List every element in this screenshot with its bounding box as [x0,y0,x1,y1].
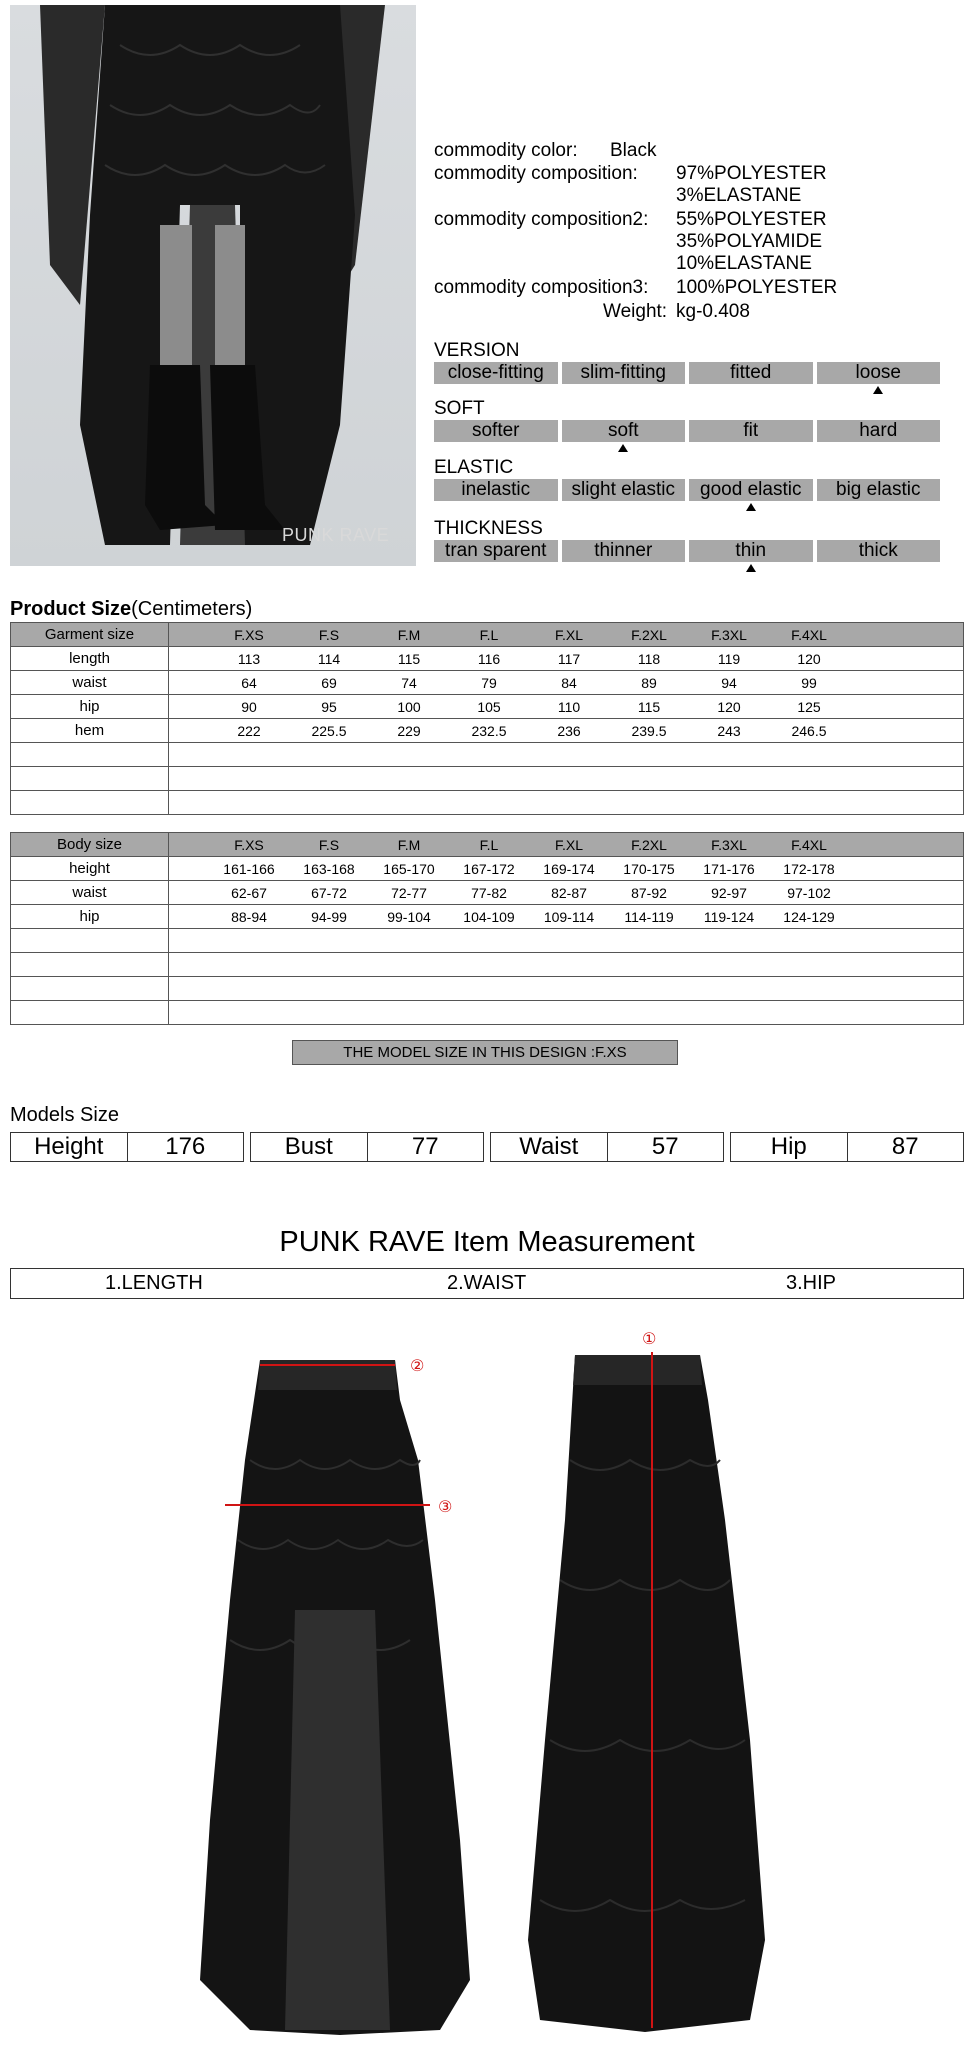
size-header-cell: F.L [479,836,499,853]
table-cell: 119 [717,650,741,667]
table-cell: 109-114 [543,908,595,925]
table-row [11,719,964,743]
soft-options [434,420,940,442]
elastic-option-good: good elastic [689,479,813,501]
table-cell: 62-67 [231,884,267,901]
table-cell: 120 [797,650,821,667]
color-label: commodity color: [434,140,578,161]
hip-marker-3: ③ [438,1497,453,1516]
table-cell: 94-99 [311,908,347,925]
soft-option-softer: softer [434,420,558,442]
size-header-cell: F.M [397,626,421,643]
weight-value: kg-0.408 [676,301,750,322]
model-hip-cell [730,1132,964,1162]
size-header-cell: F.2XL [631,626,667,643]
measurement-legend [10,1268,964,1299]
body-size-header: Body size [11,833,169,857]
model-waist-label: Waist [491,1133,608,1161]
elastic-title: ELASTIC [434,457,514,478]
table-cell: 110 [557,698,581,715]
row-label: waist [11,881,169,905]
thickness-option-transparent: tran sparent [434,540,558,562]
size-header-cell: F.3XL [711,626,747,643]
version-option-loose: loose [817,362,941,384]
model-hip-label: Hip [731,1133,848,1161]
table-cell: 113 [237,650,261,667]
composition3-value: 100%POLYESTER [676,277,838,298]
models-size-row [10,1132,964,1162]
table-cell: 222 [237,722,261,739]
table-cell: 236 [557,722,581,739]
thickness-option-thinner: thinner [562,540,686,562]
model-waist-cell [490,1132,724,1162]
table-cell: 114-119 [624,908,674,925]
table-cell: 115 [637,698,661,715]
table-cell: 105 [477,698,501,715]
version-options [434,362,940,384]
table-cell: 229 [397,722,421,739]
table-cell: 119-124 [703,908,755,925]
table-cell: 246.5 [791,722,827,739]
row-label: hip [11,905,169,929]
weight-label: Weight: [603,301,668,322]
table-cell: 225.5 [311,722,347,739]
table-row [11,857,964,881]
row-label: hem [11,719,169,743]
thickness-option-thin: thin [689,540,813,562]
table-cell: 90 [241,698,257,715]
row-label: height [11,857,169,881]
table-cell: 84 [561,674,577,691]
table-cell: 79 [481,674,497,691]
table-cell: 82-87 [551,884,587,901]
table-cell: 67-72 [311,884,347,901]
table-cell: 114 [317,650,341,667]
version-option-close-fitting: close-fitting [434,362,558,384]
table-cell: 87-92 [631,884,667,901]
elastic-option-big: big elastic [817,479,941,501]
table-cell: 94 [721,674,737,691]
product-size-unit: (Centimeters) [131,598,253,620]
table-cell: 99 [801,674,817,691]
soft-option-soft: soft [562,420,686,442]
table-row [11,881,964,905]
model-hip-value: 87 [891,1133,919,1160]
size-header-cell: F.3XL [711,836,747,853]
elastic-selected-marker [746,503,756,511]
measurement-hip-label: 3.HIP [786,1272,837,1294]
empty-row [11,1001,964,1025]
product-size-title [10,598,252,621]
table-cell: 171-176 [703,860,755,877]
version-option-fitted: fitted [689,362,813,384]
elastic-options [434,479,940,501]
table-cell: 64 [241,674,257,691]
product-size-heading: Product Size [10,598,132,620]
color-value: Black [610,140,657,161]
thickness-selected-marker [746,564,756,572]
table-cell: 92-97 [711,884,747,901]
row-label: length [11,647,169,671]
size-header-cell: F.XL [554,836,583,853]
table-cell: 95 [321,698,337,715]
model-bust-cell [250,1132,484,1162]
table-cell: 77-82 [471,884,507,901]
table-cell: 74 [401,674,417,691]
table-cell: 170-175 [623,860,675,877]
size-header-cell: F.S [318,626,340,643]
composition2-value-2: 35%POLYAMIDE [676,231,823,252]
table-cell: 125 [797,698,821,715]
row-label: hip [11,695,169,719]
skirt-back-image [520,1320,780,2040]
empty-row [11,743,964,767]
models-size-title: Models Size [10,1104,119,1126]
elastic-option-inelastic: inelastic [434,479,558,501]
body-size-table [10,832,964,1025]
table-cell: 163-168 [303,860,355,877]
measurement-length-label: 1.LENGTH [105,1272,203,1294]
table-cell: 89 [641,674,657,691]
model-height-label: Height [11,1133,128,1161]
composition2-value-3: 10%ELASTANE [676,253,812,274]
version-title: VERSION [434,340,520,361]
size-header-cell: F.XL [554,626,583,643]
size-header-cell: F.2XL [631,836,667,853]
composition2-label: commodity composition2: [434,209,649,230]
composition1-label: commodity composition: [434,163,638,184]
table-cell: 239.5 [631,722,667,739]
waist-marker-2: ② [410,1356,425,1375]
length-marker-1: ① [642,1329,657,1348]
garment-size-table [10,622,964,815]
empty-row [11,977,964,1001]
size-header-cell: F.XS [234,626,264,643]
model-size-note: THE MODEL SIZE IN THIS DESIGN :F.XS [292,1040,678,1065]
table-cell: 165-170 [383,860,435,877]
composition2-value-1: 55%POLYESTER [676,209,827,230]
measurement-waist-label: 2.WAIST [447,1272,527,1294]
table-row [11,671,964,695]
table-cell: 100 [397,698,421,715]
composition1-value-1: 97%POLYESTER [676,163,827,184]
soft-title: SOFT [434,398,485,419]
version-option-slim-fitting: slim-fitting [562,362,686,384]
model-bust-label: Bust [251,1133,368,1161]
measurement-title: PUNK RAVE Item Measurement [279,1226,695,1258]
model-height-cell [10,1132,244,1162]
table-cell: 161-166 [223,860,275,877]
soft-option-hard: hard [817,420,941,442]
garment-size-header: Garment size [11,623,169,647]
table-cell: 120 [717,698,741,715]
composition3-label: commodity composition3: [434,277,649,298]
size-header-cell: F.4XL [791,626,827,643]
model-height-value: 176 [165,1133,206,1160]
table-row [11,905,964,929]
table-cell: 118 [637,650,661,667]
table-cell: 69 [321,674,337,691]
table-row [11,695,964,719]
table-cell: 99-104 [387,908,431,925]
empty-row [11,953,964,977]
skirt-front-image [190,1340,480,2040]
body-size-header-row [11,833,964,857]
model-bust-value: 77 [411,1133,439,1160]
thickness-options [434,540,940,562]
product-photo [10,5,416,566]
table-cell: 124-129 [783,908,835,925]
table-cell: 72-77 [391,884,427,901]
soft-option-fit: fit [689,420,813,442]
table-cell: 172-178 [783,860,835,877]
composition1-value-2: 3%ELASTANE [676,185,802,206]
size-header-cell: F.M [397,836,421,853]
size-header-cell: F.S [318,836,340,853]
row-label: waist [11,671,169,695]
size-header-cell: F.4XL [791,836,827,853]
size-header-cell: F.L [479,626,499,643]
watermark: PUNK RAVE [282,525,390,545]
empty-row [11,929,964,953]
table-cell: 115 [397,650,421,667]
soft-selected-marker [618,444,628,452]
garment-size-header-row [11,623,964,647]
table-cell: 167-172 [463,860,515,877]
model-wearing-skirt-illustration [10,5,416,566]
table-cell: 169-174 [543,860,595,877]
version-selected-marker [873,386,883,394]
table-cell: 117 [557,650,581,667]
empty-row [11,767,964,791]
size-header-cell: F.XS [234,836,264,853]
table-cell: 232.5 [471,722,507,739]
elastic-option-slight: slight elastic [562,479,686,501]
table-cell: 104-109 [463,908,515,925]
table-cell: 97-102 [787,884,831,901]
table-row [11,647,964,671]
thickness-title: THICKNESS [434,518,543,539]
empty-row [11,791,964,815]
thickness-option-thick: thick [817,540,941,562]
table-cell: 243 [717,722,741,739]
table-cell: 116 [477,650,501,667]
table-cell: 88-94 [231,908,267,925]
model-waist-value: 57 [651,1133,679,1160]
